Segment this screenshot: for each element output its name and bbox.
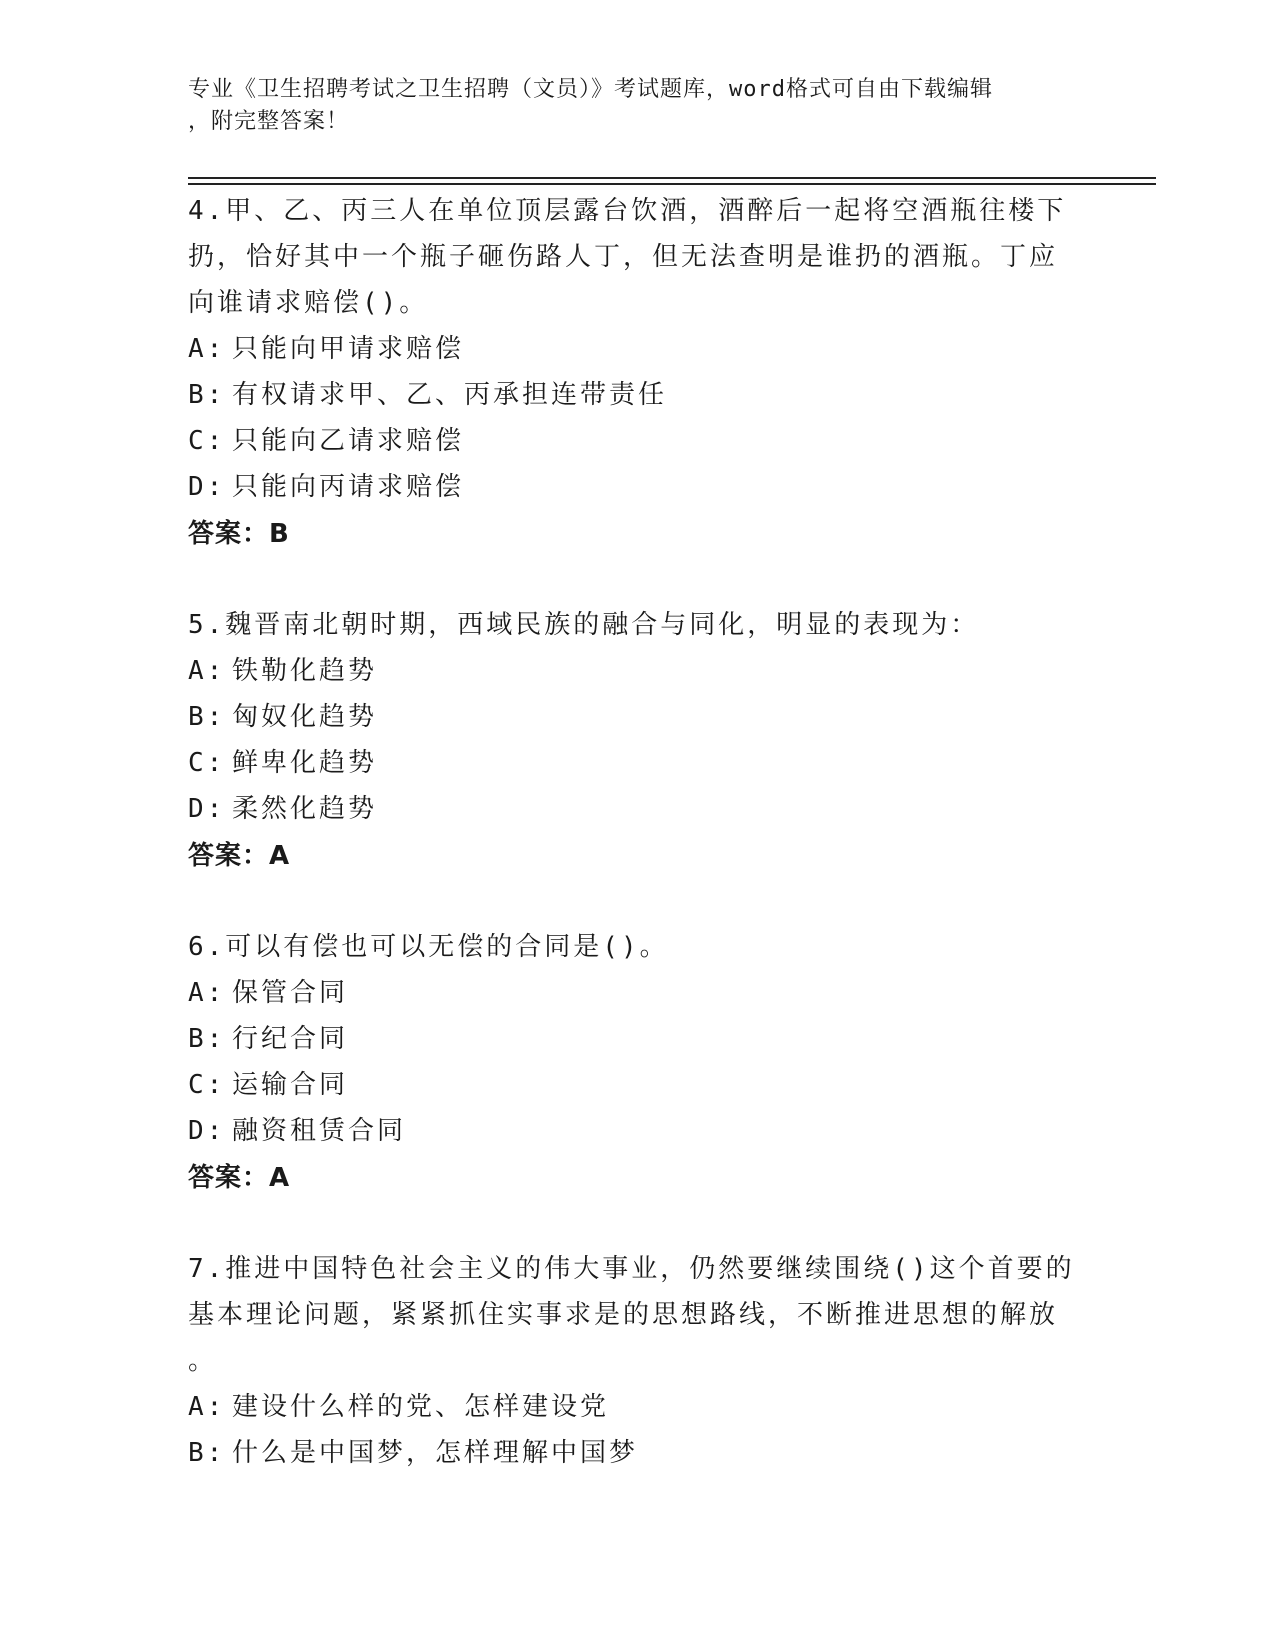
question-stem-line: 基本理论问题，紧紧抓住实事求是的思想路线，不断推进思想的解放 bbox=[188, 1300, 1059, 1330]
option-d bbox=[188, 786, 1088, 832]
option-text: 铁勒化趋势 bbox=[232, 656, 378, 686]
option-text: 鲜卑化趋势 bbox=[232, 748, 378, 778]
option-text: 有权请求甲、乙、丙承担连带责任 bbox=[232, 380, 668, 410]
option-text: 只能向甲请求赔偿 bbox=[232, 334, 465, 364]
option-letter: D: bbox=[188, 794, 226, 824]
question-list bbox=[188, 188, 1088, 1476]
option-text: 只能向丙请求赔偿 bbox=[232, 472, 465, 502]
option-letter: B: bbox=[188, 380, 226, 410]
option-text: 匈奴化趋势 bbox=[232, 702, 378, 732]
question-block bbox=[188, 1246, 1088, 1476]
header-divider-top bbox=[188, 177, 1156, 179]
option-text: 行纪合同 bbox=[232, 1024, 349, 1054]
option-text: 只能向乙请求赔偿 bbox=[232, 426, 465, 456]
option-b bbox=[188, 1016, 1088, 1062]
option-a bbox=[188, 648, 1088, 694]
question-stem-line: 5.魏晋南北朝时期，西域民族的融合与同化，明显的表现为： bbox=[188, 610, 980, 640]
option-letter: D: bbox=[188, 472, 226, 502]
option-letter: C: bbox=[188, 748, 226, 778]
question-spacer bbox=[188, 558, 1088, 602]
option-letter: D: bbox=[188, 1116, 226, 1146]
option-a bbox=[188, 970, 1088, 1016]
question-stem-line: 7.推进中国特色社会主义的伟大事业，仍然要继续围绕()这个首要的 bbox=[188, 1254, 1075, 1284]
option-text: 保管合同 bbox=[232, 978, 349, 1008]
answer-line: 答案：A bbox=[188, 1163, 291, 1193]
header-divider-bottom bbox=[188, 183, 1156, 185]
option-text: 柔然化趋势 bbox=[232, 794, 378, 824]
option-a bbox=[188, 1384, 1088, 1430]
option-letter: B: bbox=[188, 1438, 226, 1468]
option-letter: A: bbox=[188, 334, 226, 364]
option-letter: B: bbox=[188, 702, 226, 732]
question-spacer bbox=[188, 880, 1088, 924]
option-text: 建设什么样的党、怎样建设党 bbox=[232, 1392, 610, 1422]
option-d bbox=[188, 464, 1088, 510]
question-block bbox=[188, 188, 1088, 558]
question-spacer bbox=[188, 1202, 1088, 1246]
question-stem-line: 。 bbox=[188, 1346, 218, 1376]
option-letter: A: bbox=[188, 978, 226, 1008]
question-stem-line: 6.可以有偿也可以无偿的合同是()。 bbox=[188, 932, 669, 962]
answer-line: 答案：B bbox=[188, 519, 290, 549]
header-line-2: ，附完整答案！ bbox=[188, 109, 350, 134]
header-line-1: 专业《卫生招聘考试之卫生招聘（文员）》考试题库，word格式可自由下载编辑 bbox=[188, 77, 993, 102]
option-b bbox=[188, 372, 1088, 418]
option-b bbox=[188, 694, 1088, 740]
option-letter: B: bbox=[188, 1024, 226, 1054]
option-text: 什么是中国梦，怎样理解中国梦 bbox=[232, 1438, 639, 1468]
option-c bbox=[188, 1062, 1088, 1108]
option-text: 运输合同 bbox=[232, 1070, 349, 1100]
option-letter: A: bbox=[188, 1392, 226, 1422]
option-c bbox=[188, 418, 1088, 464]
option-c bbox=[188, 740, 1088, 786]
document-header bbox=[188, 74, 1068, 138]
question-stem-line: 4.甲、乙、丙三人在单位顶层露台饮酒，酒醉后一起将空酒瓶往楼下 bbox=[188, 196, 1067, 226]
question-block bbox=[188, 924, 1088, 1202]
question-block bbox=[188, 602, 1088, 880]
option-letter: C: bbox=[188, 426, 226, 456]
question-stem-line: 向谁请求赔偿()。 bbox=[188, 288, 429, 318]
option-text: 融资租赁合同 bbox=[232, 1116, 407, 1146]
option-d bbox=[188, 1108, 1088, 1154]
option-a bbox=[188, 326, 1088, 372]
option-letter: C: bbox=[188, 1070, 226, 1100]
question-stem-line: 扔，恰好其中一个瓶子砸伤路人丁，但无法查明是谁扔的酒瓶。丁应 bbox=[188, 242, 1059, 272]
option-b bbox=[188, 1430, 1088, 1476]
option-letter: A: bbox=[188, 656, 226, 686]
answer-line: 答案：A bbox=[188, 841, 291, 871]
